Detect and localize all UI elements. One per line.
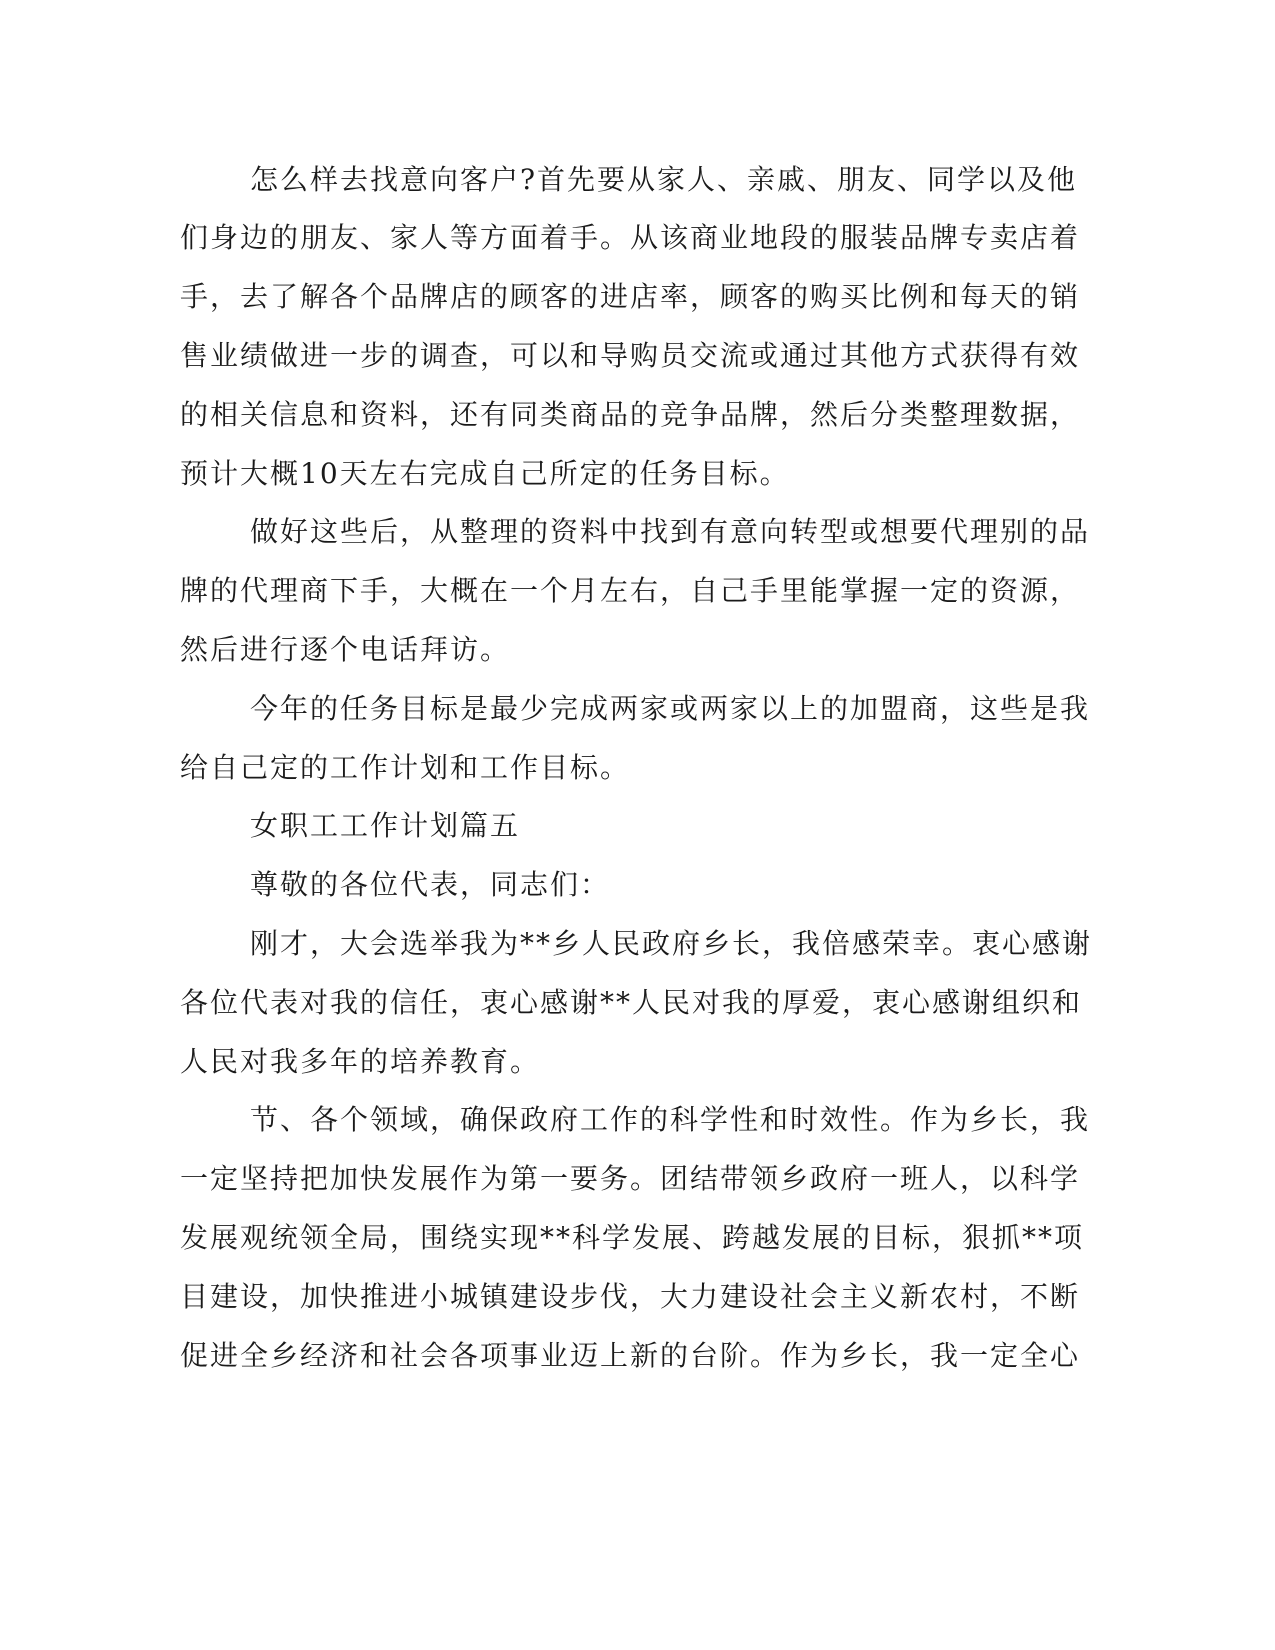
text-line: 手，去了解各个品牌店的顾客的进店率，顾客的购买比例和每天的销 (180, 280, 1081, 313)
text-line: 给自己定的工作计划和工作目标。 (180, 751, 631, 784)
text-line: 各位代表对我的信任，衷心感谢**人民对我的厚爱，衷心感谢组织和 (180, 986, 1083, 1019)
salutation: 尊敬的各位代表，同志们： (250, 868, 611, 901)
text-line: 一定坚持把加快发展作为第一要务。团结带领乡政府一班人，以科学 (180, 1162, 1081, 1195)
text-line: 预计大概10天左右完成自己所定的任务目标。 (180, 457, 790, 490)
text-line: 的相关信息和资料，还有同类商品的竞争品牌，然后分类整理数据， (180, 398, 1081, 431)
text-line: 人民对我多年的培养教育。 (180, 1045, 541, 1078)
text-line: 今年的任务目标是最少完成两家或两家以上的加盟商，这些是我 (250, 692, 1091, 725)
text-line: 目建设，加快推进小城镇建设步伐，大力建设社会主义新农村，不断 (180, 1280, 1081, 1313)
text-line: 发展观统领全局，围绕实现**科学发展、跨越发展的目标，狠抓**项 (180, 1221, 1085, 1254)
text-line: 做好这些后，从整理的资料中找到有意向转型或想要代理别的品 (250, 515, 1091, 548)
text-line: 促进全乡经济和社会各项事业迈上新的台阶。作为乡长，我一定全心 (180, 1339, 1081, 1372)
text-line: 刚才，大会选举我为**乡人民政府乡长，我倍感荣幸。衷心感谢 (250, 927, 1093, 960)
text-line: 牌的代理商下手，大概在一个月左右，自己手里能掌握一定的资源， (180, 574, 1081, 607)
text-line: 节、各个领域，确保政府工作的科学性和时效性。作为乡长，我 (250, 1103, 1091, 1136)
section-heading: 女职工工作计划篇五 (250, 809, 521, 842)
text-line: 们身边的朋友、家人等方面着手。从该商业地段的服装品牌专卖店着 (180, 221, 1081, 254)
text-line: 然后进行逐个电话拜访。 (180, 633, 511, 666)
text-line: 售业绩做进一步的调查，可以和导购员交流或通过其他方式获得有效 (180, 339, 1081, 372)
text-line: 怎么样去找意向客户?首先要从家人、亲戚、朋友、同学以及他 (250, 163, 1078, 196)
